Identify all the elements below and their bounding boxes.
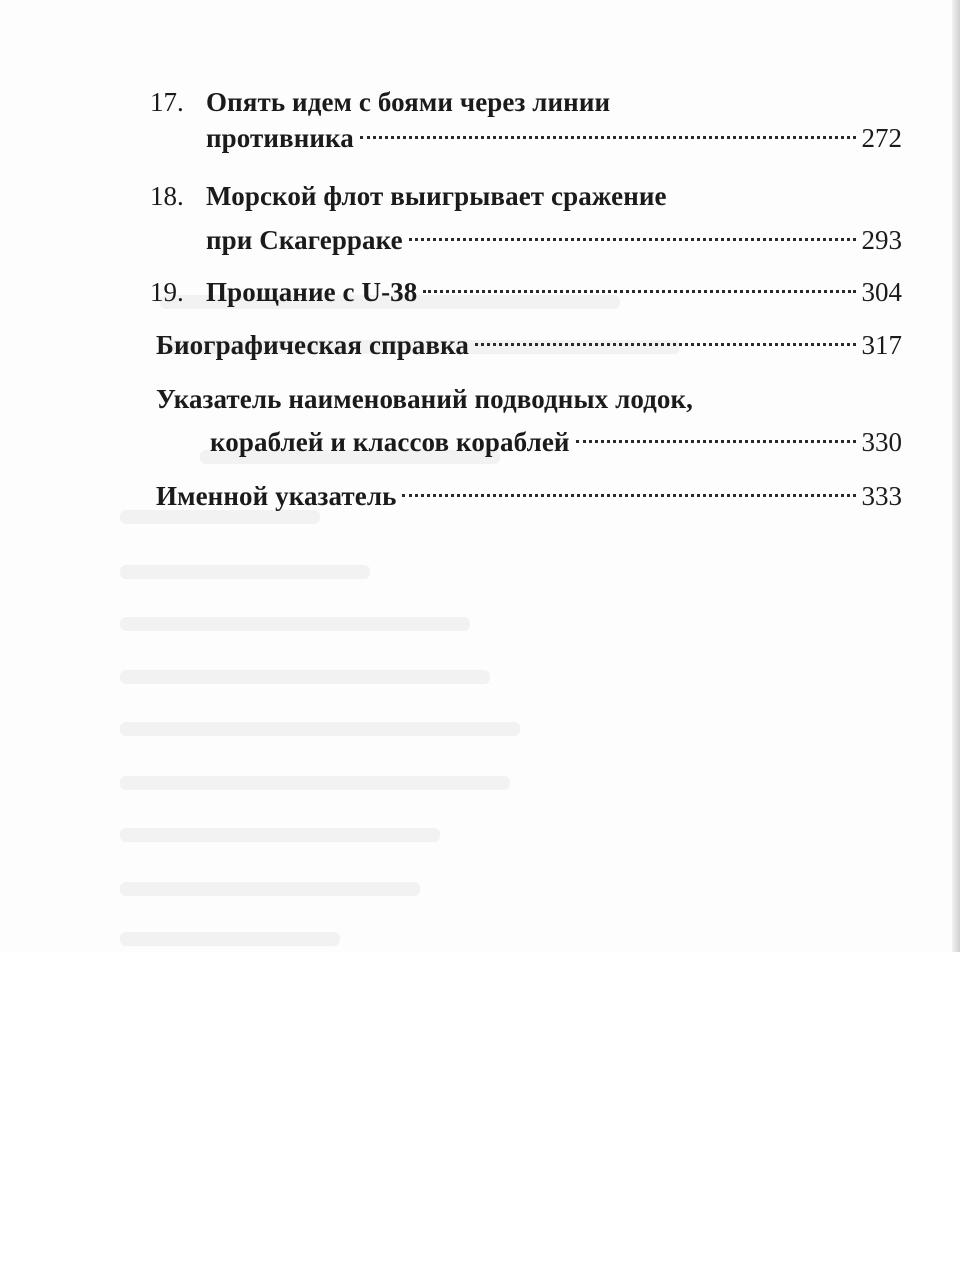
toc-entry-submarine-index-line2: [210, 422, 902, 462]
toc-entry-title-cont: противника: [206, 123, 354, 153]
dot-leader: [576, 440, 856, 443]
toc-entry-title-cont: при Скагерраке: [206, 225, 403, 255]
toc-entry-title: Опять идем с боями через линии: [206, 87, 611, 117]
toc-entry-title: Биографическая справка: [156, 330, 469, 360]
toc-entry-title-cont: кораблей и классов кораблей: [210, 427, 570, 457]
toc-entry-number: 19.: [150, 277, 184, 307]
toc-page-number: 317: [861, 330, 902, 360]
toc-entry-18-line1: [150, 176, 910, 216]
dot-leader: [360, 136, 856, 139]
toc-entry-number: 17.: [150, 87, 184, 117]
toc-entry-biography: [156, 325, 902, 365]
toc-entry-title: Морской флот выигрывает сражение: [206, 181, 667, 211]
toc-entry-title: Указатель наименований подводных лодок,: [156, 384, 694, 414]
toc-entry-19: [150, 272, 902, 312]
toc-page-number: 272: [861, 123, 902, 153]
toc-page-number: 330: [861, 427, 902, 457]
toc-entry-18-line2: [206, 220, 902, 260]
toc-page-number: 304: [861, 277, 902, 307]
toc-entry-17-line2: [206, 118, 902, 158]
toc-entry-submarine-index-line1: [156, 379, 916, 419]
toc-entry-17-line1: [150, 82, 910, 122]
toc-entry-number: 18.: [150, 181, 184, 211]
dot-leader: [409, 238, 856, 241]
dot-leader: [423, 290, 855, 293]
toc-page-number: 333: [861, 481, 902, 511]
toc-entry-title: Именной указатель: [156, 481, 397, 511]
toc-entry-name-index: [156, 476, 902, 516]
toc-page-number: 293: [861, 225, 902, 255]
dot-leader: [475, 343, 856, 346]
toc-entry-title: Прощание с U-38: [206, 277, 418, 307]
dot-leader: [402, 494, 855, 497]
